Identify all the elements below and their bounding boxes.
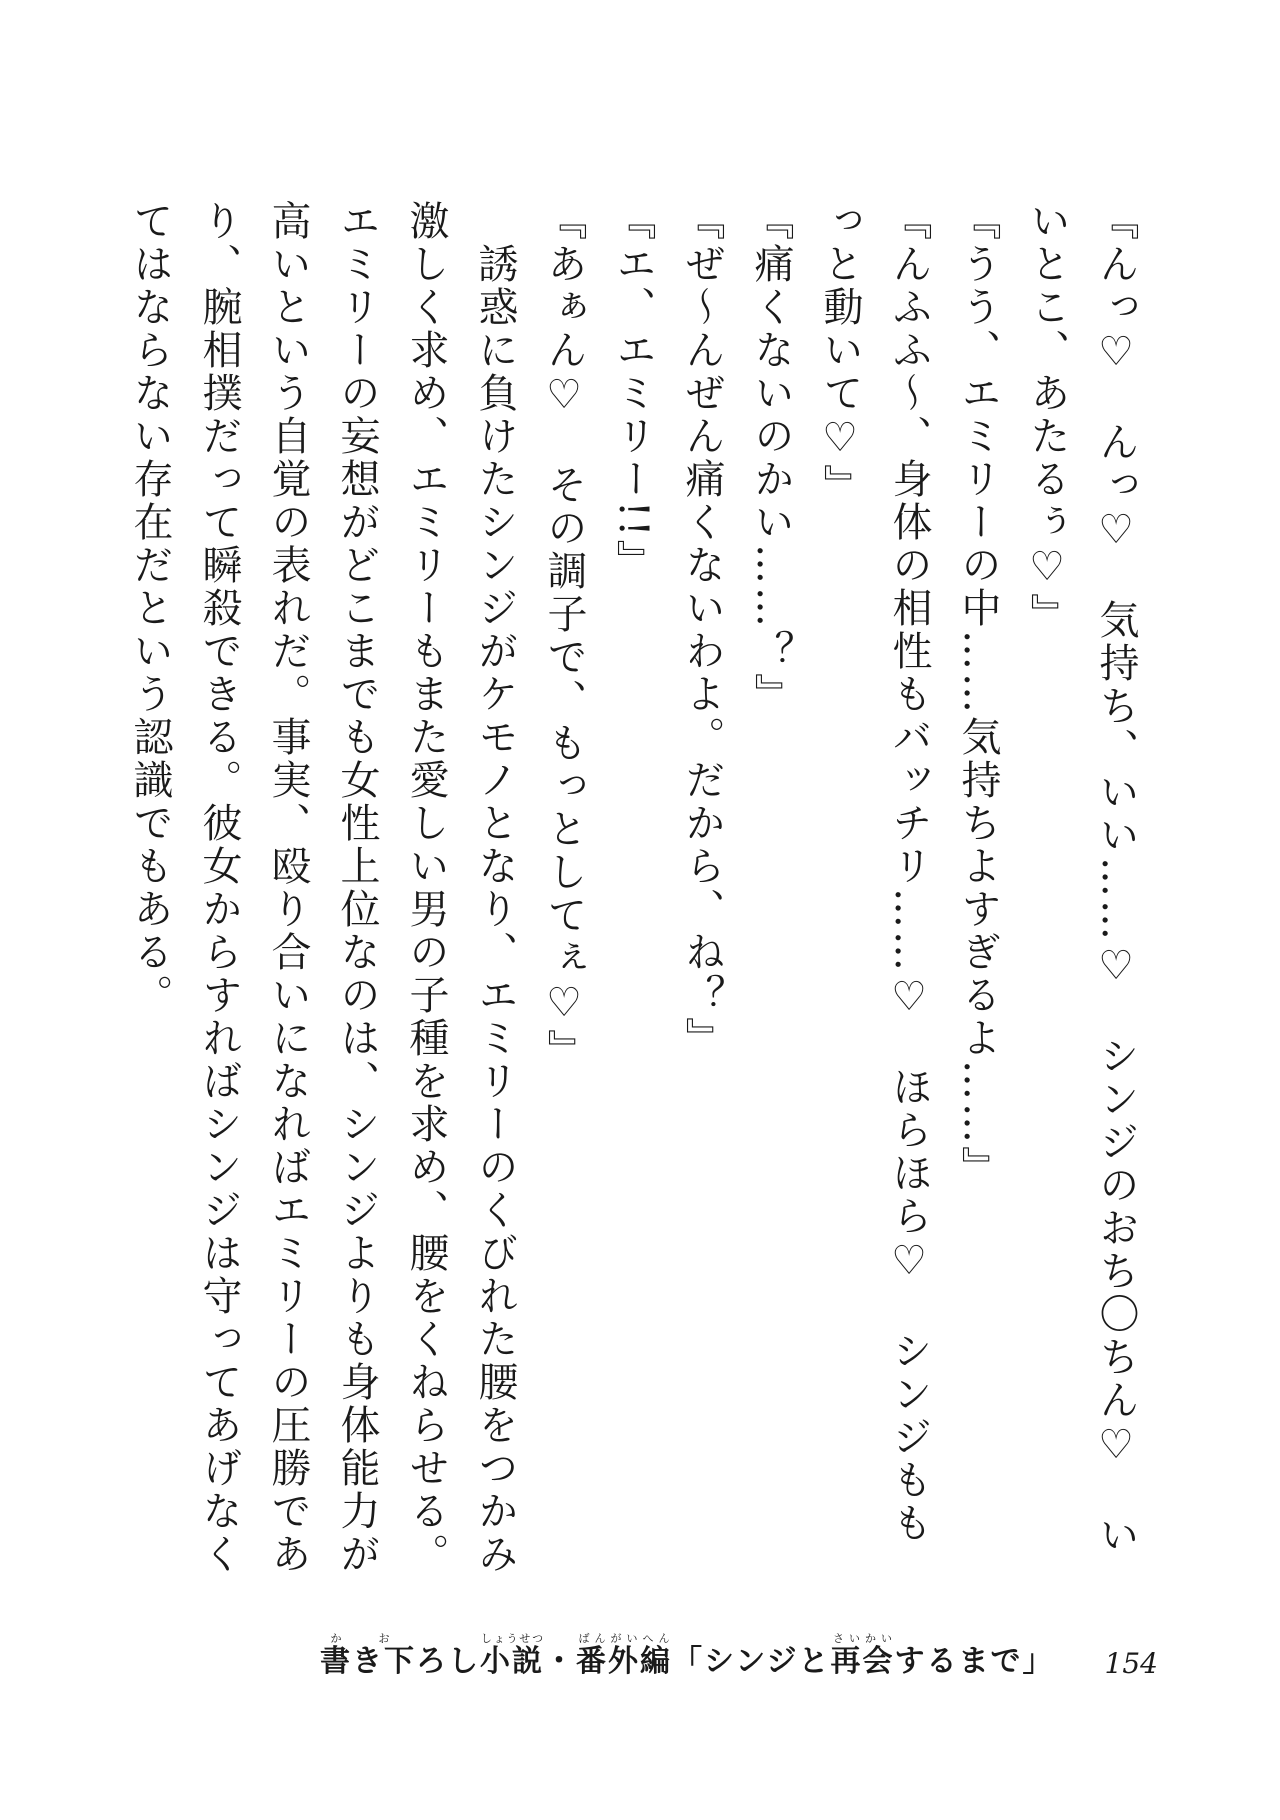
dialogue-line: 『痛くないのかい……？』 [748,200,794,716]
dialogue-line: 『うう、エミリーの中……気持ちよすぎるよ……』 [955,200,1001,1189]
dialogue-line: 『んふふ～、身体の相性もバッチリ……♡ ほらほら♡ シンジももっと動いて♡』 [817,200,932,1545]
dialogue-line: 『あぁん♡ その調子で、もっとしてぇ♡』 [541,200,587,1072]
dialogue-line: 『んっ♡ んっ♡ 気持ち、いい……♡ シンジのおち〇ちん♡ いいとこ、あたるぅ♡』 [1024,200,1139,1557]
running-footer [320,1620,1220,1680]
dialogue-line: 『ぜ～んぜん痛くないわよ。だから、ね？』 [679,200,725,1060]
body-text [127,200,1150,1580]
page-number: 154 [1104,1647,1158,1680]
dialogue-line: 『エ、エミリー!!』 [610,200,656,583]
narration-paragraph: 誘惑に負けたシンジがケモノとなり、エミリーのくびれた腰をつかみ激しく求め、エミリーもまた愛しい男の子種を求め、腰をくねらせる。エミリーの妄想がどこまでも女性上位なのは、シンジよりも身体能力が高いという自覚の表れだ。事実、殴り合いになればエミリーの圧勝であり、腕相撲だって瞬殺できる。彼女からすればシンジは守ってあげなくてはならない存在だという認識でもある。 [127,200,518,1576]
chapter-title: 書かき下おろし小説しょうせつ・番外編ばんがいへん「シンジと再会さいかいするまで」 [320,1632,1055,1679]
